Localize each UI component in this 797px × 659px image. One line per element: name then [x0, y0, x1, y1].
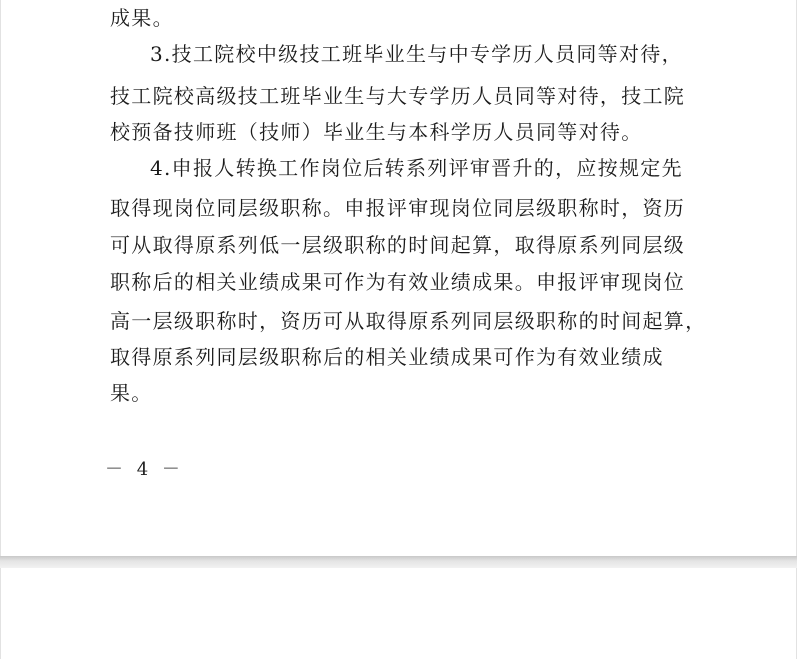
text-line-10: 取得原系列同层级职称后的相关业绩成果可作为有效业绩成	[110, 345, 664, 369]
text-line-6: 取得现岗位同层级职称。申报评审现岗位同层级职称时，资历	[110, 196, 686, 220]
page-number: － 4 －	[105, 459, 184, 480]
text-line-9: 高一层级职称时，资历可从取得原系列同层级职称的时间起算，	[110, 309, 707, 333]
next-document-page	[0, 568, 797, 659]
text-line-4: 校预备技师班（技师）毕业生与本科学历人员同等对待。	[110, 120, 643, 144]
text-line-3: 技工院校高级技工班毕业生与大专学历人员同等对待，技工院	[110, 84, 686, 108]
text-line-2: 3.技工院校中级技工班毕业生与中专学历人员同等对待，	[150, 42, 683, 66]
text-line-7: 可从取得原系列低一层级职称的时间起算，取得原系列同层级	[110, 233, 686, 257]
text-line-5: 4.申报人转换工作岗位后转系列评审晋升的，应按规定先	[150, 156, 683, 180]
page-separator	[0, 556, 797, 568]
text-line-11: 果。	[110, 381, 153, 405]
text-line-1: 成果。	[110, 6, 174, 30]
text-line-8: 职称后的相关业绩成果可作为有效业绩成果。申报评审现岗位	[110, 270, 686, 294]
